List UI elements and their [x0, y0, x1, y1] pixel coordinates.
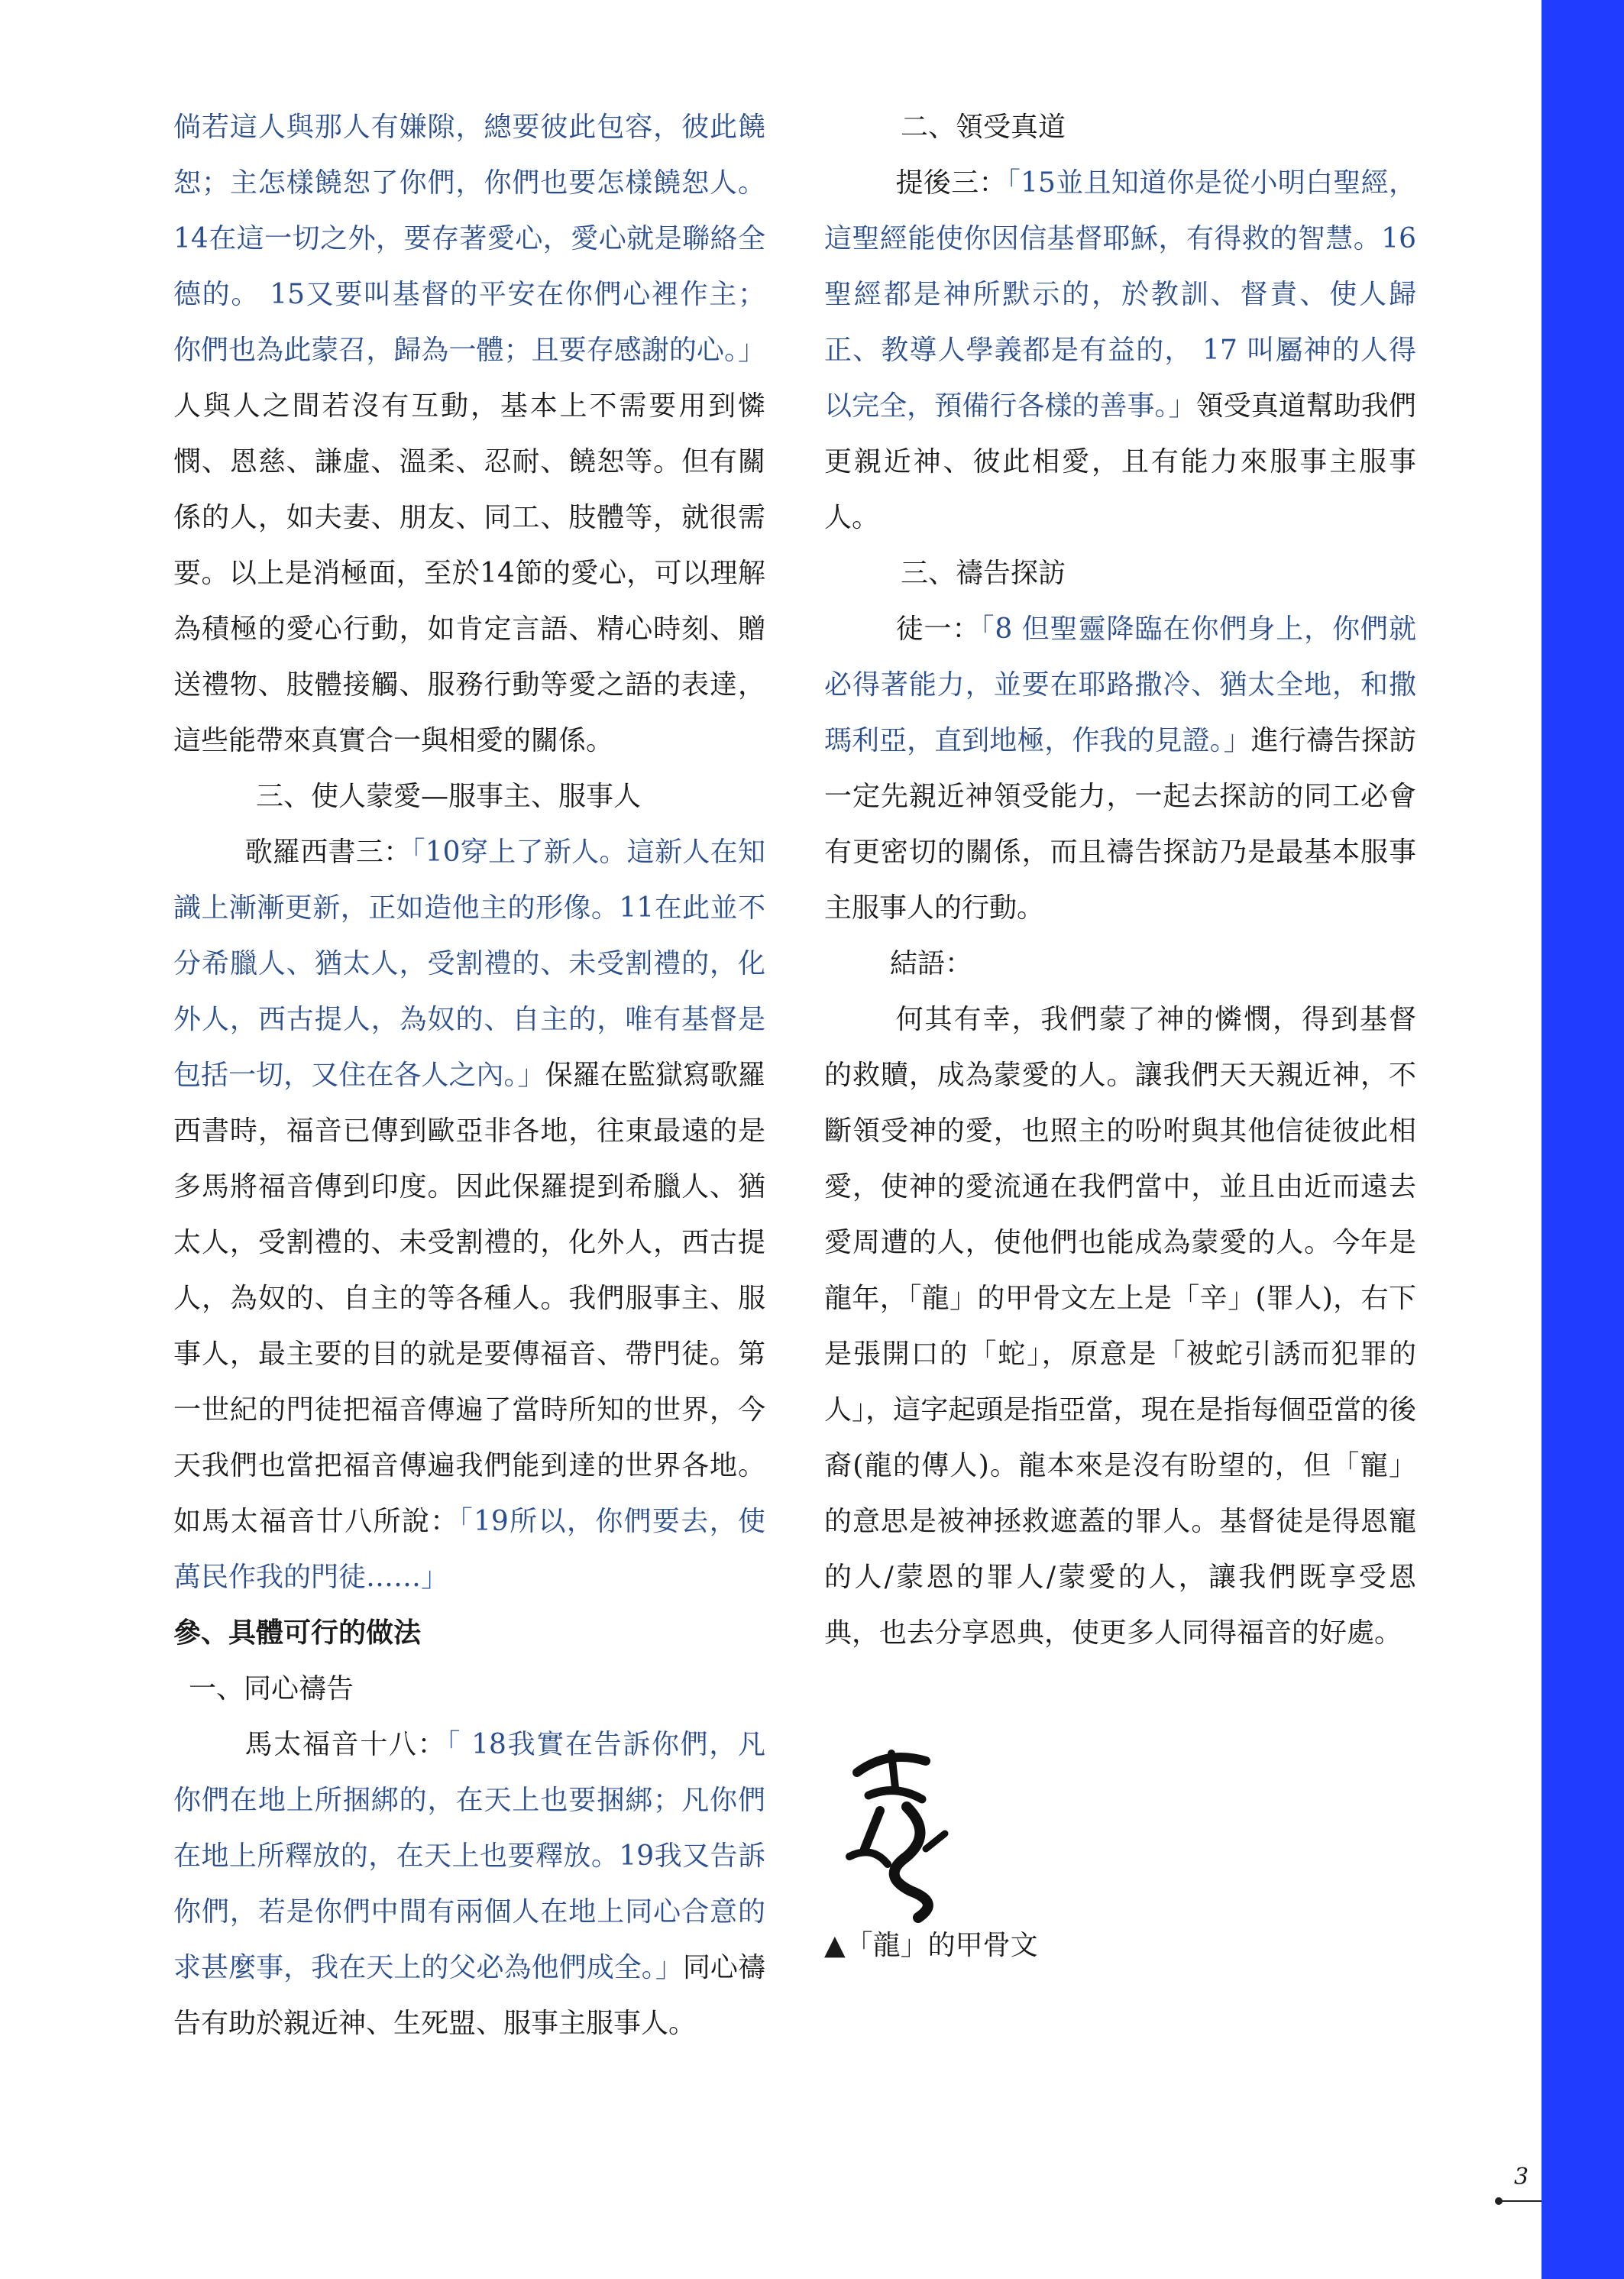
body-text: 進行禱告探訪一定先親近神領受能力，一起去探訪的同工必會有更密切的關係，而且禱告探訪乃是最基本服事主服事人的行動。 [824, 725, 1416, 924]
paragraph-acts-1 [824, 601, 1416, 936]
section-heading-practical-methods: 參、具體可行的做法 [173, 1617, 422, 1649]
body-text: 同心禱告有助於親近神、生死盟、服事主服事人。 [173, 1952, 765, 2039]
scripture-reference: 馬太福音十八： [244, 1729, 447, 1760]
scripture-reference: 提後三： [895, 167, 1007, 199]
scripture-reference: 歌羅西書三： [244, 837, 412, 868]
paragraph-colossians-3 [173, 824, 765, 1605]
page-number-rule [1499, 2200, 1542, 2202]
scripture-quote: 「 18我實在告訴你們，凡你們在地上所捆綁的，在天上也要捆綁；凡你們在地上所釋放的，在天上也要釋放。19我又告訴你們，若是你們中間有兩個人在地上同心合意的求甚麼事，我在天上的父必為他們成全。」 [173, 1729, 765, 1983]
body-text: 保羅在監獄寫歌羅西書時，福音已傳到歐亞非各地，往東最遠的是多馬將福音傳到印度。因此保羅提到希臘人、猶太人，受割禮的、未受割禮的，化外人，西古提人，為奴的、自主的等各種人。我們服事主、服事人，最主要的目的就是要傳福音、帶門徒。第一世紀的門徒把福音傳遍了當時所知的世界，今天我們也當把福音傳遍我們能到達的世界各地。如馬太福音廿八所說： [173, 1060, 765, 1537]
page-number: 3 [1514, 2164, 1529, 2190]
conclusion-paragraph: 何其有幸，我們蒙了神的憐憫，得到基督的救贖，成為蒙愛的人。讓我們天天親近神，不斷領受神的愛，也照主的吩咐與其他信徒彼此相愛，使神的愛流通在我們當中，並且由近而遠去愛周遭的人，使他們也能成為蒙愛的人。今年是龍年，「龍」的甲骨文左上是「辛」(罪人)，右下是張開口的「蛇」，原意是「被蛇引誘而犯罪的人」，這字起頭是指亞當，現在是指每個亞當的後裔(龍的傳人)。龍本來是沒有盼望的，但「寵」的意思是被神拯救遮蓋的罪人。基督徒是得恩寵的人/蒙恩的罪人/蒙愛的人，讓我們既享受恩典，也去分享恩典，使更多人同得福音的好處。 [824, 1004, 1416, 1649]
paragraph-matthew-18 [173, 1717, 765, 2051]
subheading-prayer-visitation: 三、禱告探訪 [901, 558, 1066, 589]
body-text: 領受真道幫助我們更親近神、彼此相愛，且有能力來服事主服事人。 [824, 390, 1416, 533]
subheading-receive-truth: 二、領受真道 [901, 112, 1066, 143]
blue-sidebar-band [1542, 0, 1624, 2279]
scripture-reference: 徒一： [895, 613, 981, 645]
scripture-quote: 「10穿上了新人。這新人在知識上漸漸更新，正如造他主的形像。11在此並不分希臘人、猶太人，受割禮的、未受割禮的，化外人，西古提人，為奴的、自主的，唯有基督是包括一切，又住在各人之內。」 [173, 837, 765, 1091]
page-number-dot [1495, 2197, 1503, 2205]
paragraph-2-timothy-3 [824, 155, 1416, 545]
right-column [824, 99, 1416, 1661]
scripture-quote: 「8 但聖靈降臨在你們身上，你們就必得著能力，並要在耶路撒冷、猶太全地，和撒瑪利亞，直到地極，作我的見證。」 [824, 613, 1416, 756]
scripture-quote: 「19所以，你們要去，使萬民作我的門徒……」 [173, 1506, 765, 1593]
left-column [173, 99, 765, 2051]
dragon-oracle-bone-glyph-image [834, 1742, 956, 1925]
body-text: 人與人之間若沒有互動，基本上不需要用到憐憫、恩慈、謙虛、溫柔、忍耐、饒恕等。但有關係的人，如夫妻、朋友、同工、肢體等，就很需要。以上是消極面，至於14節的愛心，可以理解為積極的愛心行動，如肯定言語、精心時刻、贈送禮物、肢體接觸、服務行動等愛之語的表達，這些能帶來真實合一與相愛的關係。 [173, 390, 765, 756]
scripture-quote: 倘若這人與那人有嫌隙，總要彼此包容，彼此饒恕；主怎樣饒恕了你們，你們也要怎樣饒恕人。 14在這一切之外，要存著愛心，愛心就是聯絡全德的。 15又要叫基督的平安在你們心裡作主；你們也為此蒙召，歸為一體；且要存感謝的心。」 [173, 112, 765, 366]
conclusion-heading: 結語： [890, 948, 973, 979]
figure-caption: ▲「龍」的甲骨文 [824, 1930, 1038, 1961]
paragraph-colossians-3-continued [173, 99, 765, 769]
heading-serve-god-serve-people: 三、使人蒙愛—服事主、服事人 [256, 781, 642, 812]
subheading-united-prayer: 一、同心禱告 [189, 1673, 354, 1704]
scripture-quote: 「15並且知道你是從小明白聖經，這聖經能使你因信基督耶穌，有得救的智慧。16 聖經都是神所默示的，於教訓、督責、使人歸正、教導人學義都是有益的， 17 叫屬神的人得以完全，預備行各樣的善事。」 [824, 167, 1416, 422]
